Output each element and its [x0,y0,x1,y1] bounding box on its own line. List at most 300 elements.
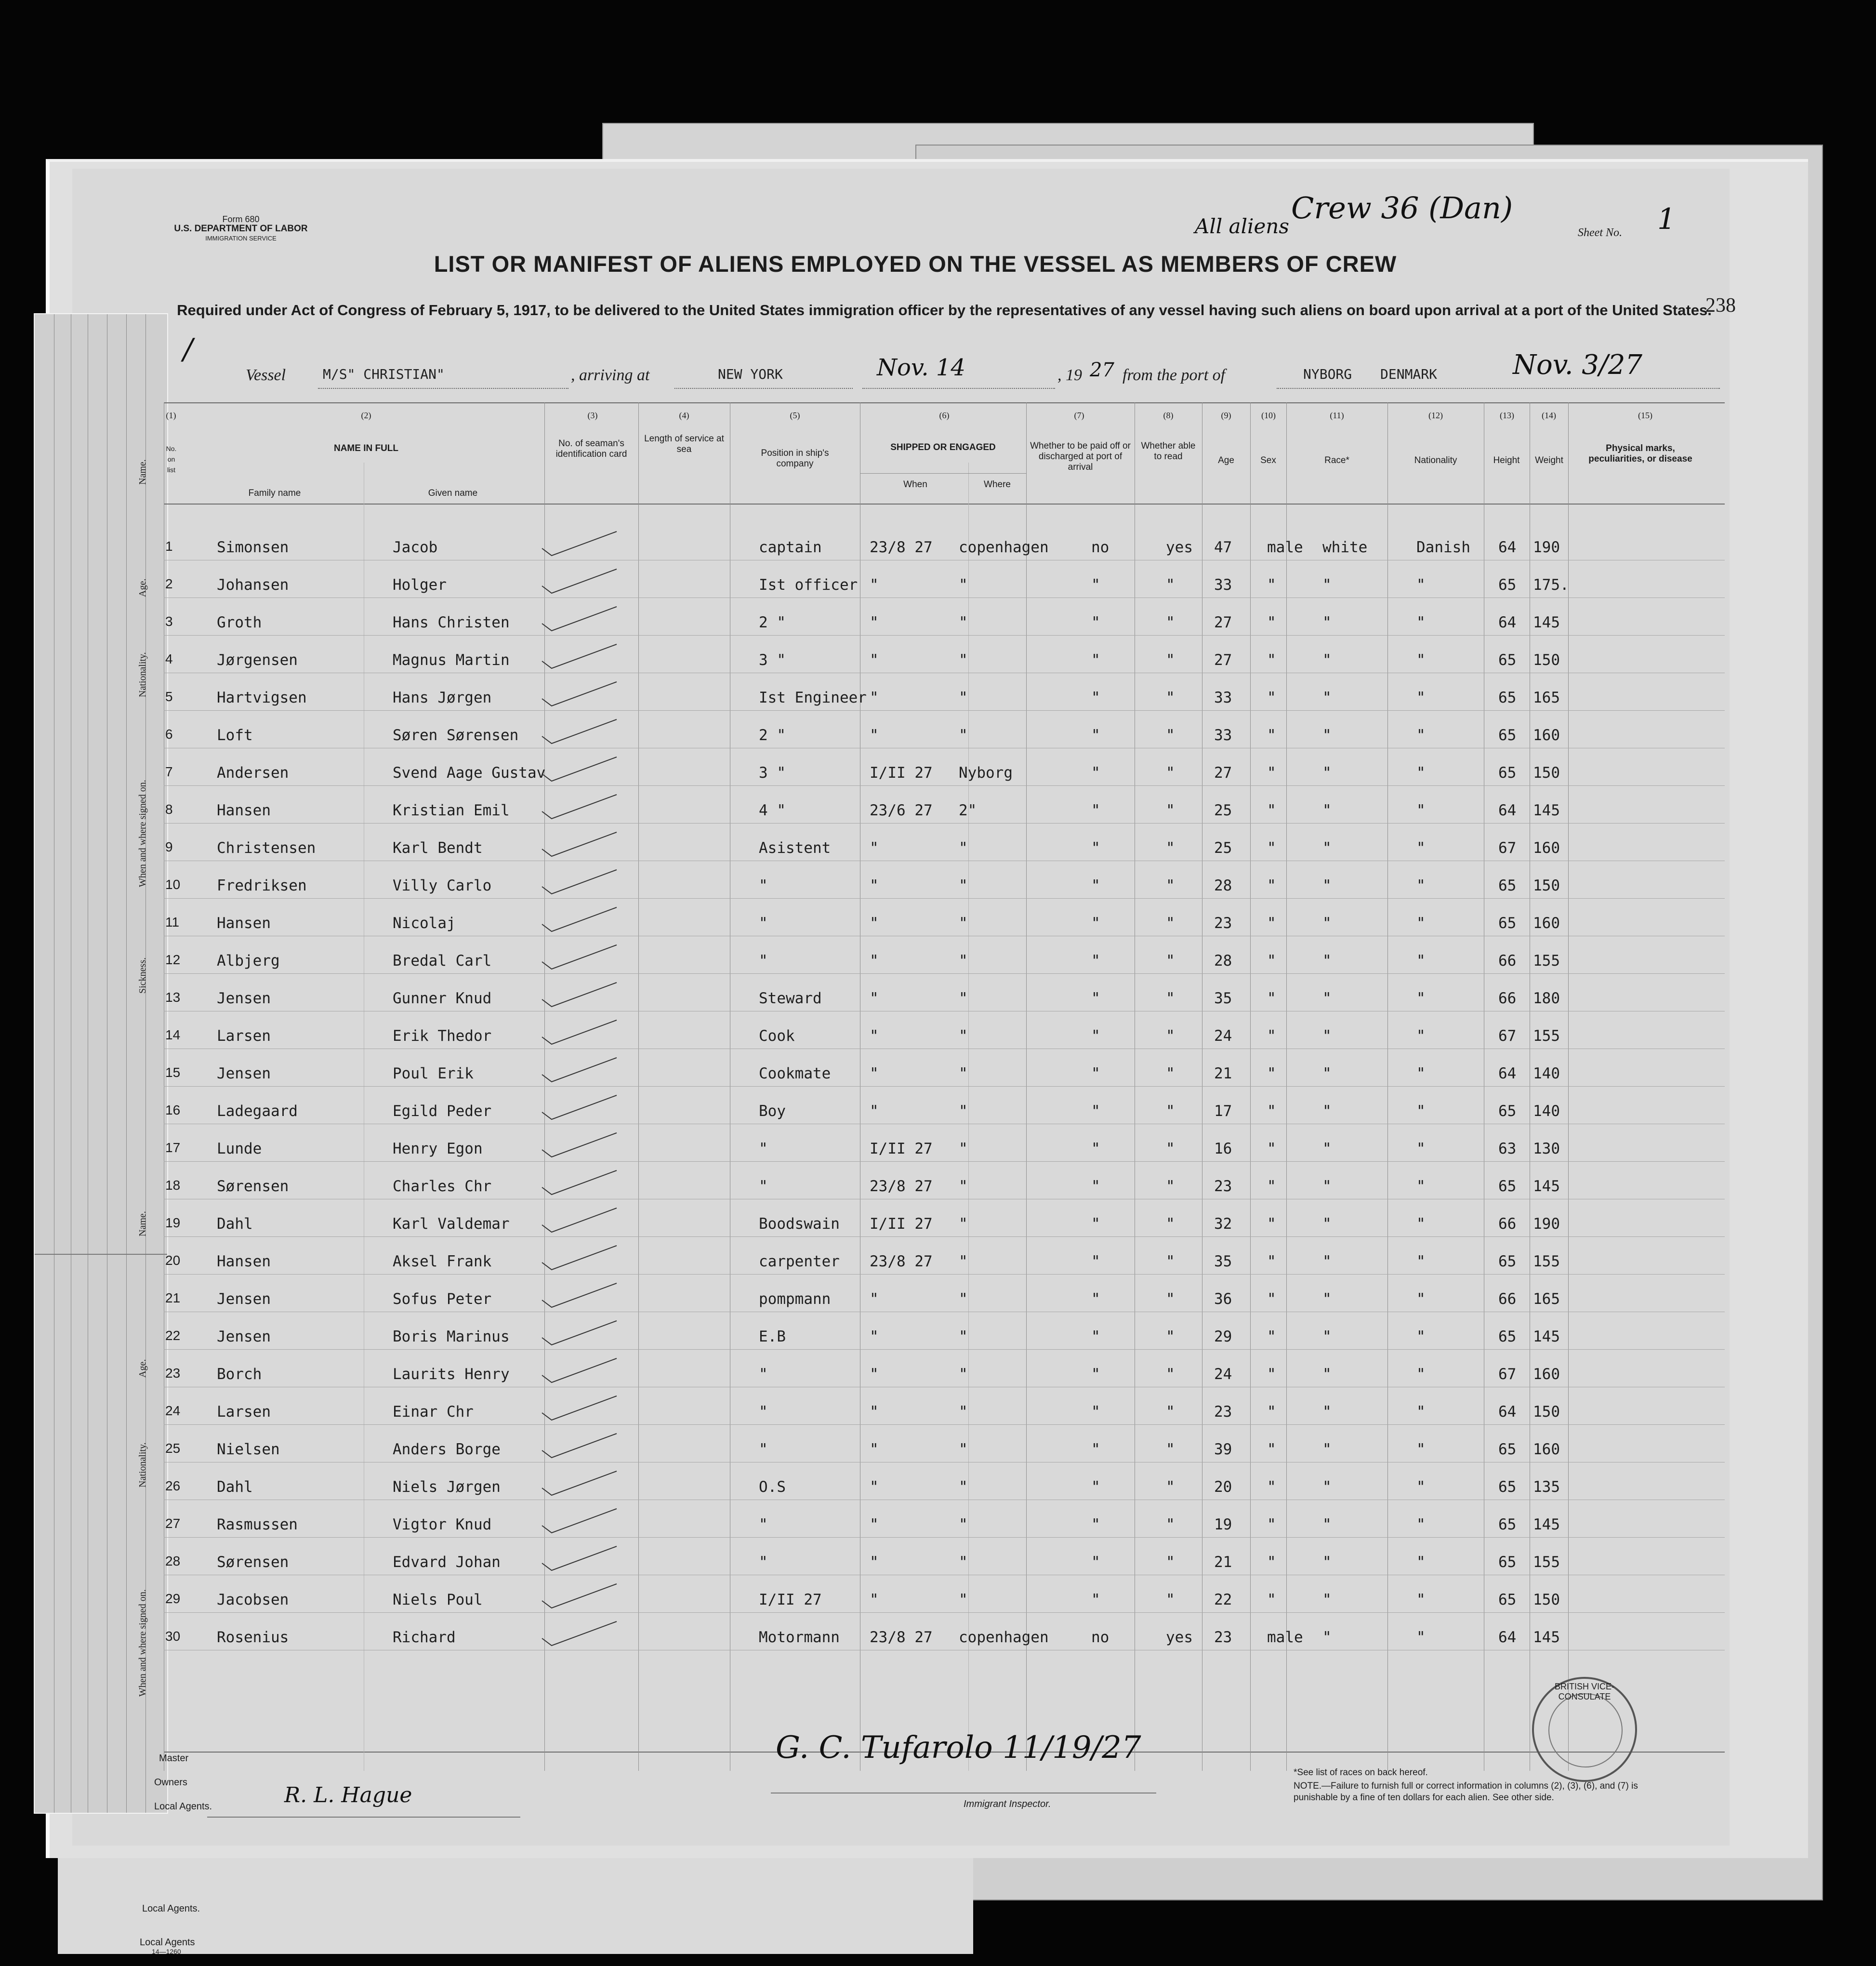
age-cell: 22 [1214,1591,1232,1608]
row-number: 10 [165,877,181,892]
row-number: 3 [165,614,173,629]
check-mark-icon [540,717,621,746]
header-physical-marks: Physical marks, peculiarities, or disease [1588,443,1692,464]
shipped-where-cell: " [959,1103,968,1120]
weight-cell: 165 [1533,1290,1560,1308]
height-cell: 65 [1498,1441,1517,1458]
local-agents-label-3: Local Agents [140,1937,195,1948]
race-cell: " [1322,1366,1332,1383]
position-cell: Cook [759,1027,795,1045]
able-to-read-cell: " [1166,990,1175,1007]
position-cell: 2 " [759,727,786,744]
check-mark-icon [540,604,621,633]
col-num-12: (12) [1428,411,1443,420]
nationality-cell: " [1416,1290,1426,1308]
able-to-read-cell: " [1166,1103,1175,1120]
able-to-read-cell: yes [1166,1629,1193,1646]
family-name-cell: Rosenius [217,1629,289,1646]
paid-off-cell: " [1091,1103,1100,1120]
weight-cell: 160 [1533,839,1560,857]
position-cell: " [759,1140,768,1157]
row-number: 2 [165,576,173,591]
form-number: Form 680 [222,214,260,224]
age-cell: 19 [1214,1516,1232,1533]
paid-off-cell: " [1091,915,1100,932]
able-to-read-cell: " [1166,1027,1175,1045]
family-name-cell: Jensen [217,990,271,1007]
able-to-read-cell: " [1166,1366,1175,1383]
sex-cell: " [1267,1178,1276,1195]
weight-cell: 160 [1533,1366,1560,1383]
nationality-cell: " [1416,802,1426,819]
family-name-cell: Hansen [217,1253,271,1270]
nationality-cell: " [1416,689,1426,706]
family-name-cell: Jensen [217,1328,271,1345]
sex-cell: " [1267,1065,1276,1082]
position-cell: I/II 27 [759,1591,822,1608]
row-number: 16 [165,1103,181,1117]
row-number: 13 [165,990,181,1005]
age-cell: 35 [1214,1253,1232,1270]
family-name-cell: Groth [217,614,262,631]
shipped-where-cell: " [959,1290,968,1308]
row-number: 9 [165,839,173,854]
age-cell: 27 [1214,614,1232,631]
age-cell: 20 [1214,1478,1232,1496]
from-port-label: from the port of [1123,366,1226,384]
departure-date: Nov. 3/27 [1513,349,1643,381]
nationality-cell: " [1416,1103,1426,1120]
shipped-when-cell: " [870,915,879,932]
family-name-cell: Jacobsen [217,1591,289,1608]
shipped-when-cell: " [870,1328,879,1345]
row-number: 6 [165,727,173,742]
weight-cell: 160 [1533,915,1560,932]
age-cell: 33 [1214,576,1232,594]
check-mark-icon [540,1318,621,1347]
paid-off-cell: " [1091,1027,1100,1045]
paid-off-cell: " [1091,727,1100,744]
age-cell: 23 [1214,1178,1232,1195]
check-mark-icon [540,642,621,671]
position-cell: " [759,1441,768,1458]
paid-off-cell: " [1091,802,1100,819]
sex-cell: " [1267,877,1276,894]
given-name-cell: Erik Thedor [393,1027,492,1045]
position-cell: " [759,1403,768,1421]
family-name-cell: Christensen [217,839,316,857]
shipped-when-cell: 23/8 27 [870,1178,933,1195]
position-cell: 3 " [759,764,786,782]
shipped-where-cell: Nyborg [959,764,1013,782]
side-label-age: Age. [137,578,148,598]
given-name-cell: Kristian Emil [393,802,510,819]
race-cell: " [1322,1027,1332,1045]
header-name-in-full: NAME IN FULL [333,443,399,453]
row-number: 5 [165,689,173,704]
age-cell: 21 [1214,1554,1232,1571]
race-cell: " [1322,1328,1332,1345]
weight-cell: 160 [1533,1441,1560,1458]
row-number: 25 [165,1441,181,1456]
inspector-label: Immigrant Inspector. [964,1799,1051,1809]
shipped-when-cell: " [870,651,879,669]
side-label-nationality: Nationality. [137,652,148,697]
height-cell: 66 [1498,990,1517,1007]
paid-off-cell: " [1091,1441,1100,1458]
position-cell: carpenter [759,1253,840,1270]
shipped-when-cell: " [870,1441,879,1458]
shipped-when-cell: " [870,727,879,744]
row-number: 19 [165,1215,181,1230]
check-mark-icon [540,1394,621,1422]
weight-cell: 135 [1533,1478,1560,1496]
paid-off-cell: " [1091,839,1100,857]
check-mark-icon [540,1581,621,1610]
family-name-cell: Jørgensen [217,651,298,669]
side-label-signed-on-2: When and where signed on. [137,1589,148,1697]
header-no: No. on list [166,445,177,474]
arrival-port: NEW YORK [718,366,783,382]
paid-off-cell: " [1091,651,1100,669]
sex-cell: " [1267,915,1276,932]
sex-cell: " [1267,990,1276,1007]
shipped-where-cell: " [959,1403,968,1421]
age-cell: 27 [1214,651,1232,669]
row-number: 27 [165,1516,181,1531]
owners-label: Owners [154,1777,187,1788]
table-row [164,1537,1725,1538]
nationality-cell: " [1416,1441,1426,1458]
shipped-when-cell: 23/8 27 [870,1629,933,1646]
age-cell: 23 [1214,915,1232,932]
age-cell: 35 [1214,990,1232,1007]
nationality-cell: " [1416,839,1426,857]
height-cell: 65 [1498,1328,1517,1345]
col-num-14: (14) [1542,411,1556,420]
shipped-when-cell: I/II 27 [870,1215,933,1233]
check-mark-icon [540,1018,621,1047]
sex-cell: " [1267,1554,1276,1571]
table-row [164,823,1725,824]
row-number: 4 [165,651,173,666]
race-cell: " [1322,1178,1332,1195]
row-number: 7 [165,764,173,779]
shipped-where-cell: " [959,1140,968,1157]
age-cell: 32 [1214,1215,1232,1233]
header-able-to-read: Whether able to read [1141,441,1196,462]
height-cell: 64 [1498,1403,1517,1421]
family-name-cell: Sørensen [217,1178,289,1195]
check-mark-icon [540,792,621,821]
row-number: 11 [165,915,180,930]
height-cell: 65 [1498,1253,1517,1270]
header-sex: Sex [1260,455,1276,465]
race-cell: " [1322,1629,1332,1646]
check-mark-icon [540,567,621,596]
family-name-cell: Johansen [217,576,289,594]
check-mark-icon [540,1431,621,1460]
race-cell: " [1322,952,1332,970]
given-name-cell: Vigtor Knud [393,1516,492,1533]
shipped-when-cell: " [870,1478,879,1496]
position-cell: Boodswain [759,1215,840,1233]
check-mark-icon [540,1130,621,1159]
able-to-read-cell: " [1166,1253,1175,1270]
age-cell: 27 [1214,764,1232,782]
given-name-cell: Magnus Martin [393,651,510,669]
weight-cell: 155 [1533,1554,1560,1571]
paid-off-cell: " [1091,1328,1100,1345]
family-name-cell: Fredriksen [217,877,307,894]
sex-cell: " [1267,764,1276,782]
race-cell: " [1322,915,1332,932]
able-to-read-cell: " [1166,877,1175,894]
nationality-cell: " [1416,1591,1426,1608]
height-cell: 67 [1498,1366,1517,1383]
shipped-where-cell: " [959,1441,968,1458]
sex-cell: " [1267,614,1276,631]
header-weight: Weight [1535,455,1563,465]
header-where: Where [984,479,1011,490]
position-cell: 3 " [759,651,786,669]
race-cell: " [1322,1478,1332,1496]
race-cell: white [1322,539,1368,556]
check-mark-icon [540,830,621,859]
page-title: LIST OR MANIFEST OF ALIENS EMPLOYED ON THE VESSEL AS MEMBERS OF CREW [434,251,1397,277]
shipped-where-cell: " [959,1065,968,1082]
age-cell: 28 [1214,877,1232,894]
check-mark-icon [540,943,621,971]
height-cell: 63 [1498,1140,1517,1157]
weight-cell: 190 [1533,1215,1560,1233]
shipped-when-cell: " [870,614,879,631]
height-cell: 64 [1498,539,1517,556]
shipped-where-cell: " [959,990,968,1007]
side-label-nationality-2: Nationality. [137,1442,148,1488]
row-number: 17 [165,1140,181,1155]
agent-signature: R. L. Hague [284,1783,412,1807]
given-name-cell: Villy Carlo [393,877,492,894]
height-cell: 65 [1498,576,1517,594]
shipped-where-cell: " [959,952,968,970]
check-mark-icon [540,755,621,784]
family-name-cell: Hartvigsen [217,689,307,706]
row-number: 26 [165,1478,181,1493]
sheet-stamp-number: 238 [1705,294,1736,317]
paid-off-cell: no [1091,1629,1110,1646]
paid-off-cell: " [1091,1178,1100,1195]
family-name-cell: Jensen [217,1065,271,1082]
sex-cell: " [1267,839,1276,857]
shipped-where-cell: " [959,651,968,669]
given-name-cell: Hans Christen [393,614,510,631]
paid-off-cell: " [1091,764,1100,782]
header-age: Age [1218,455,1234,465]
paid-off-cell: " [1091,1065,1100,1082]
nationality-cell: " [1416,952,1426,970]
check-mark-icon [540,905,621,934]
department-name: U.S. DEPARTMENT OF LABOR [174,224,308,234]
given-name-cell: Niels Jørgen [393,1478,501,1496]
sheet-number: 1 [1657,202,1676,236]
given-name-cell: Henry Egon [393,1140,483,1157]
height-cell: 64 [1498,802,1517,819]
race-cell: " [1322,877,1332,894]
age-cell: 17 [1214,1103,1232,1120]
age-cell: 47 [1214,539,1232,556]
sex-cell: " [1267,1366,1276,1383]
age-cell: 16 [1214,1140,1232,1157]
family-name-cell: Andersen [217,764,289,782]
col-num-10: (10) [1261,411,1276,420]
weight-cell: 155 [1533,1253,1560,1270]
header-given-name: Given name [428,488,478,498]
shipped-when-cell: " [870,689,879,706]
shipped-where-cell: " [959,1328,968,1345]
paid-off-cell: " [1091,990,1100,1007]
arrival-date: Nov. 14 [877,354,965,381]
table-row [164,1349,1725,1350]
position-cell: Asistent [759,839,831,857]
age-cell: 23 [1214,1629,1232,1646]
weight-cell: 145 [1533,1178,1560,1195]
row-number: 24 [165,1403,181,1418]
shipped-when-cell: " [870,877,879,894]
able-to-read-cell: " [1166,614,1175,631]
row-number: 30 [165,1629,181,1644]
nationality-cell: Danish [1416,539,1470,556]
height-cell: 67 [1498,839,1517,857]
height-cell: 66 [1498,1290,1517,1308]
row-number: 14 [165,1027,181,1042]
weight-cell: 150 [1533,1591,1560,1608]
family-name-cell: Rasmussen [217,1516,298,1533]
race-cell: " [1322,839,1332,857]
given-name-cell: Hans Jørgen [393,689,492,706]
shipped-where-cell: " [959,576,968,594]
shipped-when-cell: " [870,1065,879,1082]
nationality-cell: " [1416,1140,1426,1157]
shipped-when-cell: " [870,576,879,594]
shipped-when-cell: " [870,1403,879,1421]
shipped-where-cell: " [959,915,968,932]
weight-cell: 160 [1533,727,1560,744]
age-cell: 25 [1214,839,1232,857]
sex-cell: male [1267,539,1303,556]
shipped-when-cell: " [870,990,879,1007]
shipped-where-cell: " [959,1215,968,1233]
able-to-read-cell: " [1166,1441,1175,1458]
weight-cell: 145 [1533,1328,1560,1345]
shipped-where-cell: " [959,1366,968,1383]
form-reference: 14—1260 [152,1948,181,1955]
table-header-rule [164,504,1725,505]
crew-count-note: Crew 36 (Dan) [1291,190,1513,226]
given-name-cell: Karl Bendt [393,839,483,857]
weight-cell: 175. [1533,576,1569,594]
able-to-read-cell: " [1166,1065,1175,1082]
race-note: *See list of races on back hereof. [1294,1767,1428,1778]
race-cell: " [1322,1065,1332,1082]
able-to-read-cell: " [1166,915,1175,932]
able-to-read-cell: " [1166,952,1175,970]
shipped-when-cell: " [870,1591,879,1608]
vessel-name: M/S" CHRISTIAN" [323,366,445,382]
row-number: 29 [165,1591,181,1606]
paid-off-cell: " [1091,1253,1100,1270]
position-cell: " [759,1366,768,1383]
table-row [164,898,1725,899]
given-name-cell: Sofus Peter [393,1290,492,1308]
arriving-label: , arriving at [571,366,650,384]
family-name-cell: Ladegaard [217,1103,298,1120]
given-name-cell: Gunner Knud [393,990,492,1007]
position-cell: 2 " [759,614,786,631]
age-cell: 24 [1214,1366,1232,1383]
col-num-8: (8) [1163,411,1174,420]
age-cell: 25 [1214,802,1232,819]
sex-cell: male [1267,1629,1303,1646]
age-cell: 28 [1214,952,1232,970]
race-cell: " [1322,614,1332,631]
given-name-cell: Bredal Carl [393,952,492,970]
weight-cell: 150 [1533,651,1560,669]
nationality-cell: " [1416,764,1426,782]
given-name-cell: Nicolaj [393,915,456,932]
shipped-when-cell: 23/6 27 [870,802,933,819]
given-name-cell: Karl Valdemar [393,1215,510,1233]
shipped-where-cell: " [959,1591,968,1608]
check-mark-icon [540,1243,621,1272]
able-to-read-cell: " [1166,576,1175,594]
shipped-where-cell: copenhagen [959,1629,1049,1646]
family-name-cell: Dahl [217,1215,253,1233]
paid-off-cell: no [1091,539,1110,556]
position-cell: " [759,1516,768,1533]
check-mark-icon [540,1469,621,1498]
family-name-cell: Dahl [217,1478,253,1496]
check-mark-icon [540,1093,621,1122]
shipped-when-cell: 23/8 27 [870,539,933,556]
master-label: Master [159,1753,189,1764]
table-row [164,1274,1725,1275]
table-row [164,635,1725,636]
nationality-cell: " [1416,1027,1426,1045]
family-name-cell: Larsen [217,1403,271,1421]
shipped-where-cell: " [959,1253,968,1270]
height-cell: 65 [1498,651,1517,669]
position-cell: captain [759,539,822,556]
row-number: 15 [165,1065,181,1080]
year-prefix: , 19 [1057,366,1082,384]
position-cell: " [759,915,768,932]
sex-cell: " [1267,1215,1276,1233]
given-name-cell: Laurits Henry [393,1366,510,1383]
family-name-cell: Sørensen [217,1554,289,1571]
header-nationality: Nationality [1414,455,1457,465]
family-name-cell: Jensen [217,1290,271,1308]
departure-country: DENMARK [1380,366,1438,382]
underlying-sheet-bottom [58,1855,973,1954]
shipped-when-cell: " [870,1554,879,1571]
shipped-when-cell: " [870,1366,879,1383]
inspector-signature: G. C. Tufarolo 11/19/27 [776,1730,1141,1766]
row-number: 8 [165,802,173,817]
header-family-name: Family name [248,488,301,498]
col-num-7: (7) [1074,411,1084,420]
weight-cell: 130 [1533,1140,1560,1157]
